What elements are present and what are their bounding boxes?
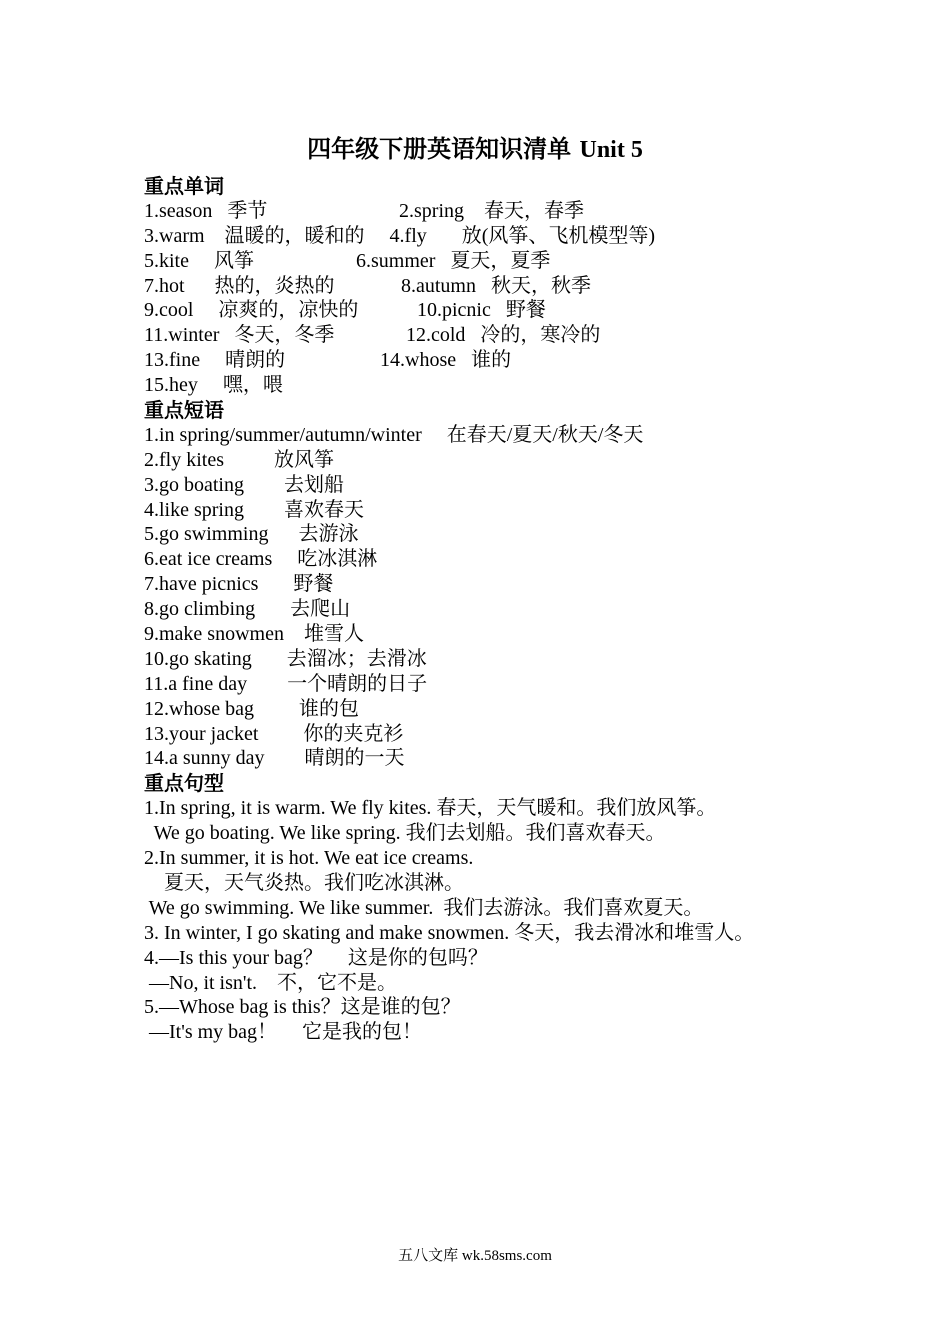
page-footer: 五八文库 wk.58sms.com — [398, 1248, 552, 1264]
word-row — [144, 249, 864, 274]
phrase-item: 3.go boating 去划船 — [144, 473, 344, 496]
sentence-line: We go swimming. We like summer. 我们去游泳。我们喜欢夏天。 — [144, 896, 704, 919]
phrase-item: 6.eat ice creams 吃冰淇淋 — [144, 548, 378, 571]
sentence-line: —It's my bag！ 它是我的包！ — [144, 1021, 423, 1044]
word-entry: 9.cool 凉爽的，凉快的 — [144, 299, 359, 322]
phrase-item: 12.whose bag 谁的包 — [144, 697, 359, 720]
title-unit: Unit 5 — [579, 137, 643, 163]
word-row — [144, 224, 864, 249]
sentence-line: —No, it isn't. 不，它不是。 — [144, 971, 398, 994]
word-row — [144, 199, 864, 224]
phrase-item: 5.go swimming 去游泳 — [144, 523, 359, 546]
sentence-line: 1.In spring, it is warm. We fly kites. 春天，天气暖和。我们放风筝。 — [144, 797, 717, 820]
phrase-list — [144, 423, 864, 771]
phrase-item: 9.make snowmen 堆雪人 — [144, 623, 364, 646]
phrase-item: 11.a fine day 一个晴朗的日子 — [144, 672, 428, 695]
word-entry: 14.whose 谁的 — [380, 349, 512, 372]
word-entry: 1.season 季节 — [144, 199, 268, 222]
sentence-line: 3. In winter, I go skating and make snowmen. 冬天，我去滑冰和堆雪人。 — [144, 921, 755, 944]
phrase-item: 8.go climbing 去爬山 — [144, 598, 351, 621]
word-row — [144, 323, 864, 348]
sentence-list — [144, 796, 864, 1045]
document-body — [144, 174, 864, 1045]
sentence-line: 4.—Is this your bag？ 这是你的包吗？ — [144, 946, 488, 969]
word-list — [144, 199, 864, 398]
word-entry: 8.autumn 秋天，秋季 — [401, 274, 591, 297]
word-row — [144, 274, 864, 299]
phrase-item: 1.in spring/summer/autumn/winter 在春天/夏天/秋天/冬天 — [144, 423, 644, 446]
word-entry: 5.kite 风筝 — [144, 249, 254, 272]
word-row — [144, 373, 864, 398]
phrase-item: 7.have picnics 野餐 — [144, 573, 334, 596]
sentence-line: 夏天，天气炎热。我们吃冰淇淋。 — [144, 871, 464, 894]
phrases-heading: 重点短语 — [144, 398, 224, 423]
word-row — [144, 298, 864, 323]
word-entry: 7.hot 热的，炎热的 — [144, 274, 335, 297]
word-entry: 3.warm 温暖的，暖和的 4.fly 放(风筝、飞机模型等) — [144, 224, 656, 247]
sentence-line: 5.—Whose bag is this？这是谁的包？ — [144, 996, 461, 1019]
phrase-item: 4.like spring 喜欢春天 — [144, 498, 364, 521]
word-entry: 2.spring 春天，春季 — [399, 199, 584, 222]
word-entry: 11.winter 冬天，冬季 — [144, 324, 335, 347]
word-row — [144, 348, 864, 373]
sentence-line: We go boating. We like spring. 我们去划船。我们喜欢春天。 — [144, 822, 666, 845]
word-entry: 10.picnic 野餐 — [417, 299, 546, 322]
word-entry: 15.hey 嘿，喂 — [144, 374, 283, 397]
title-chinese: 四年级下册英语知识清单 — [307, 135, 572, 163]
phrase-item: 14.a sunny day 晴朗的一天 — [144, 747, 405, 770]
word-entry: 12.cold 冷的，寒冷的 — [406, 324, 601, 347]
sentence-line: 2.In summer, it is hot. We eat ice creams. — [144, 847, 474, 870]
words-heading: 重点单词 — [144, 174, 224, 198]
page-title — [0, 132, 950, 167]
sentences-heading: 重点句型 — [144, 771, 224, 796]
phrase-item: 13.your jacket 你的夹克衫 — [144, 722, 404, 745]
phrase-item: 10.go skating 去溜冰；去滑冰 — [144, 647, 427, 670]
phrase-item: 2.fly kites 放风筝 — [144, 448, 334, 471]
word-entry: 6.summer 夏天，夏季 — [356, 249, 551, 272]
word-entry: 13.fine 晴朗的 — [144, 349, 286, 372]
